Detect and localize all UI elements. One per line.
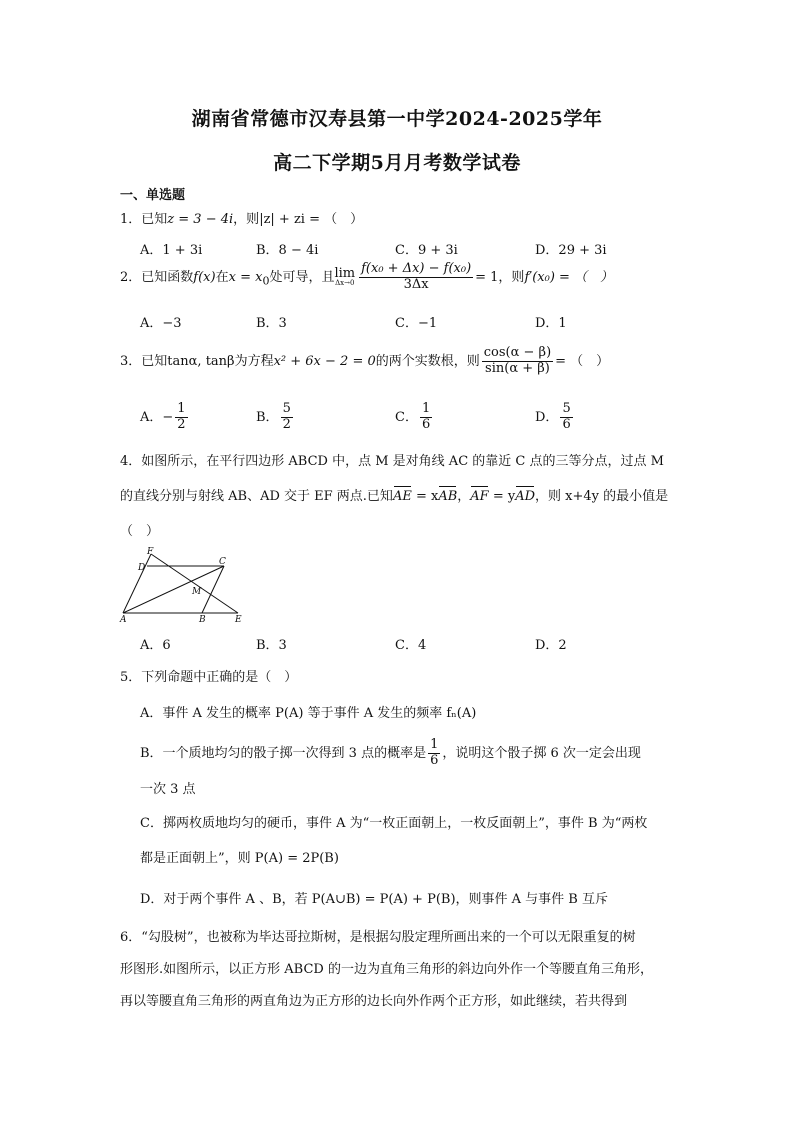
q2-option-d: D．1: [535, 316, 567, 331]
q4-vec-ab: AB: [438, 489, 458, 504]
question-4-line-2: [120, 485, 668, 504]
q4-option-d: D．2: [535, 638, 567, 653]
q1-option-b: B．8 − 4i: [256, 243, 319, 258]
q5-option-b-cont: 一次 3 点: [140, 782, 196, 797]
q5-b-den: 6: [430, 752, 439, 768]
q3-b-den: 2: [282, 416, 291, 432]
q2-pre: 已知函数: [141, 269, 194, 285]
q3-fraction: [482, 346, 553, 377]
q2-limit: [334, 267, 355, 287]
q1-option-d: D．29 + 3i: [535, 243, 607, 258]
q2-limsub: Δx→0: [335, 279, 355, 288]
question-6-line-1: [120, 926, 636, 945]
q3-tan: tanα, tanβ: [167, 353, 235, 369]
fig-label-m: M: [192, 587, 202, 597]
q2-lim: lim: [334, 266, 356, 282]
q3-d-label: D．: [535, 409, 559, 425]
q3-tail: = （ ）: [555, 353, 610, 369]
fig-label-b: B: [199, 615, 206, 624]
fig-label-e: E: [235, 615, 242, 624]
q1-expr: z = 3 − 4i: [167, 212, 234, 227]
q3-post: 的两个实数根，则: [375, 353, 480, 369]
fig-label-f: F: [147, 547, 154, 557]
q3-b-label: B．: [256, 409, 279, 425]
q3-c-den: 6: [421, 416, 431, 432]
q1-option-c: C．9 + 3i: [395, 243, 458, 258]
q2-frac-num: f(x₀ + Δx) − f(x₀): [361, 261, 472, 276]
q5-option-c-cont: 都是正面朝上”，则 P(A) = 2P(B): [140, 851, 339, 866]
q2-option-c: C．−1: [395, 316, 438, 331]
q3-frac-den: sin(α + β): [485, 360, 550, 376]
q4-eqx: = x: [411, 489, 439, 504]
fig-label-a: A: [120, 615, 127, 624]
q4-vec-ae: AE: [392, 489, 412, 504]
q4-line2b: ，则 x+4y 的最小值是: [535, 489, 669, 504]
q4-parallelogram-figure: [116, 546, 250, 624]
title-line-2: 高二下学期5月月考数学试卷: [273, 152, 521, 174]
q3-mid: 为方程: [234, 353, 274, 369]
q5-option-a: A．事件 A 发生的概率 P(A) 等于事件 A 发生的频率 fₙ(A): [140, 706, 477, 721]
q3-a-num: 1: [177, 401, 186, 416]
q2-sub0: 0: [262, 274, 270, 288]
q2-option-b: B．3: [256, 316, 287, 331]
q4-eqy: = y: [488, 489, 516, 504]
question-4-line-3: （ ）: [120, 524, 160, 539]
question-6-line-3: 再以等腰直角三角形的两直角边为正方形的边长向外作两个正方形，如此继续，若共得到: [120, 994, 628, 1009]
q3-c-label: C．: [395, 409, 418, 425]
question-2: [120, 262, 613, 293]
q3-option-a: [140, 402, 190, 433]
q3-b-frac: [281, 402, 293, 433]
q4-line2a: 的直线分别与射线 AB、AD 交于 EF 两点.已知: [120, 489, 393, 504]
fig-label-c: C: [219, 557, 226, 567]
q3-number: 3．: [120, 353, 142, 369]
question-6-line-2: 形图形.如图所示，以正方形 ABCD 的一边为直角三角形的斜边向外作一个等腰直角三角形，: [120, 962, 653, 977]
q4-option-b: B．3: [256, 638, 287, 653]
q3-frac-num: cos(α − β): [483, 345, 552, 360]
q4-vec-af: AF: [470, 489, 489, 504]
q3-option-b: [256, 402, 295, 433]
q4-vec-ad: AD: [515, 489, 536, 504]
q6-line1: “勾股树”，也被称为毕达哥拉斯树，是根据勾股定理所画出来的一个可以无限重复的树: [141, 930, 636, 945]
q3-d-num: 5: [562, 401, 571, 416]
q3-a-den: 2: [177, 416, 186, 432]
q5-b-frac: [428, 738, 440, 769]
q2-fprime: f′(x₀) = （ ）: [524, 269, 614, 285]
q4-line1: 如图所示，在平行四边形 ABCD 中，点 M 是对角线 AC 的靠近 C 点的三等分点，过点 M: [141, 454, 664, 469]
q4-comma: ，: [457, 489, 471, 504]
section-heading: 一、单选题: [120, 188, 186, 203]
q1-mid: ，则: [233, 212, 260, 227]
q3-a-frac: [175, 402, 187, 433]
q4-option-c: C．4: [395, 638, 427, 653]
q3-equation: x² + 6x − 2 = 0: [273, 353, 376, 369]
q1-expr2: |z| + zi = （ ）: [259, 212, 364, 227]
q2-at: 在: [215, 269, 229, 285]
q5-b-part2: ，说明这个骰子掷 6 次一定会出现: [442, 745, 641, 761]
q3-option-c: [395, 402, 434, 433]
q3-c-num: 1: [421, 401, 431, 416]
q3-c-frac: [420, 402, 432, 433]
q1-pre: 已知: [141, 212, 168, 227]
q2-x0: x = x: [228, 269, 263, 285]
q2-eq: = 1，则: [475, 269, 525, 285]
q2-fraction: [359, 262, 473, 293]
fig-line-cb: [202, 566, 224, 613]
q3-d-frac: [560, 402, 572, 433]
fig-line-af: [123, 554, 151, 613]
q1-option-a: A．1 + 3i: [140, 243, 203, 258]
q3-pre: 已知: [141, 353, 168, 369]
question-3: [120, 346, 609, 377]
q2-fx: f(x): [193, 269, 216, 285]
q5-option-c: C．掷两枚质地均匀的硬币，事件 A 为“一枚正面朝上，一枚反面朝上”，事件 B 为“两枚: [140, 816, 648, 831]
fig-line-ac: [123, 566, 224, 613]
q2-diff: 处可导，且: [269, 269, 335, 285]
q3-b-num: 5: [282, 401, 291, 416]
question-4-line-1: [120, 450, 664, 469]
q5-option-d: D．对于两个事件 A 、B，若 P(A∪B) = P(A) + P(B)，则事件 A 与事件 B 互斥: [140, 892, 608, 907]
q3-a-sign: −: [162, 409, 174, 425]
q4-number: 4．: [120, 454, 142, 469]
q4-option-a: A．6: [140, 638, 171, 653]
q3-option-d: [535, 402, 575, 433]
q5-b-part1: B．一个质地均匀的骰子掷一次得到 3 点的概率是: [140, 745, 427, 761]
fig-label-d: D: [138, 563, 146, 573]
q2-option-a: A．−3: [140, 316, 182, 331]
q5-option-b: [140, 738, 641, 769]
q1-number: 1．: [120, 212, 142, 227]
title-line-1: 湖南省常德市汉寿县第一中学2024-2025学年: [191, 108, 603, 130]
q5-stem: 下列命题中正确的是（ ）: [141, 670, 298, 685]
q2-number: 2．: [120, 269, 142, 285]
question-1: [120, 208, 363, 227]
q2-frac-den: 3Δx: [403, 276, 429, 292]
question-5: [120, 666, 297, 685]
q3-d-den: 6: [562, 416, 571, 432]
q5-b-num: 1: [430, 737, 439, 752]
q3-a-label: A．: [140, 409, 163, 425]
q5-number: 5．: [120, 670, 142, 685]
q6-number: 6．: [120, 930, 142, 945]
